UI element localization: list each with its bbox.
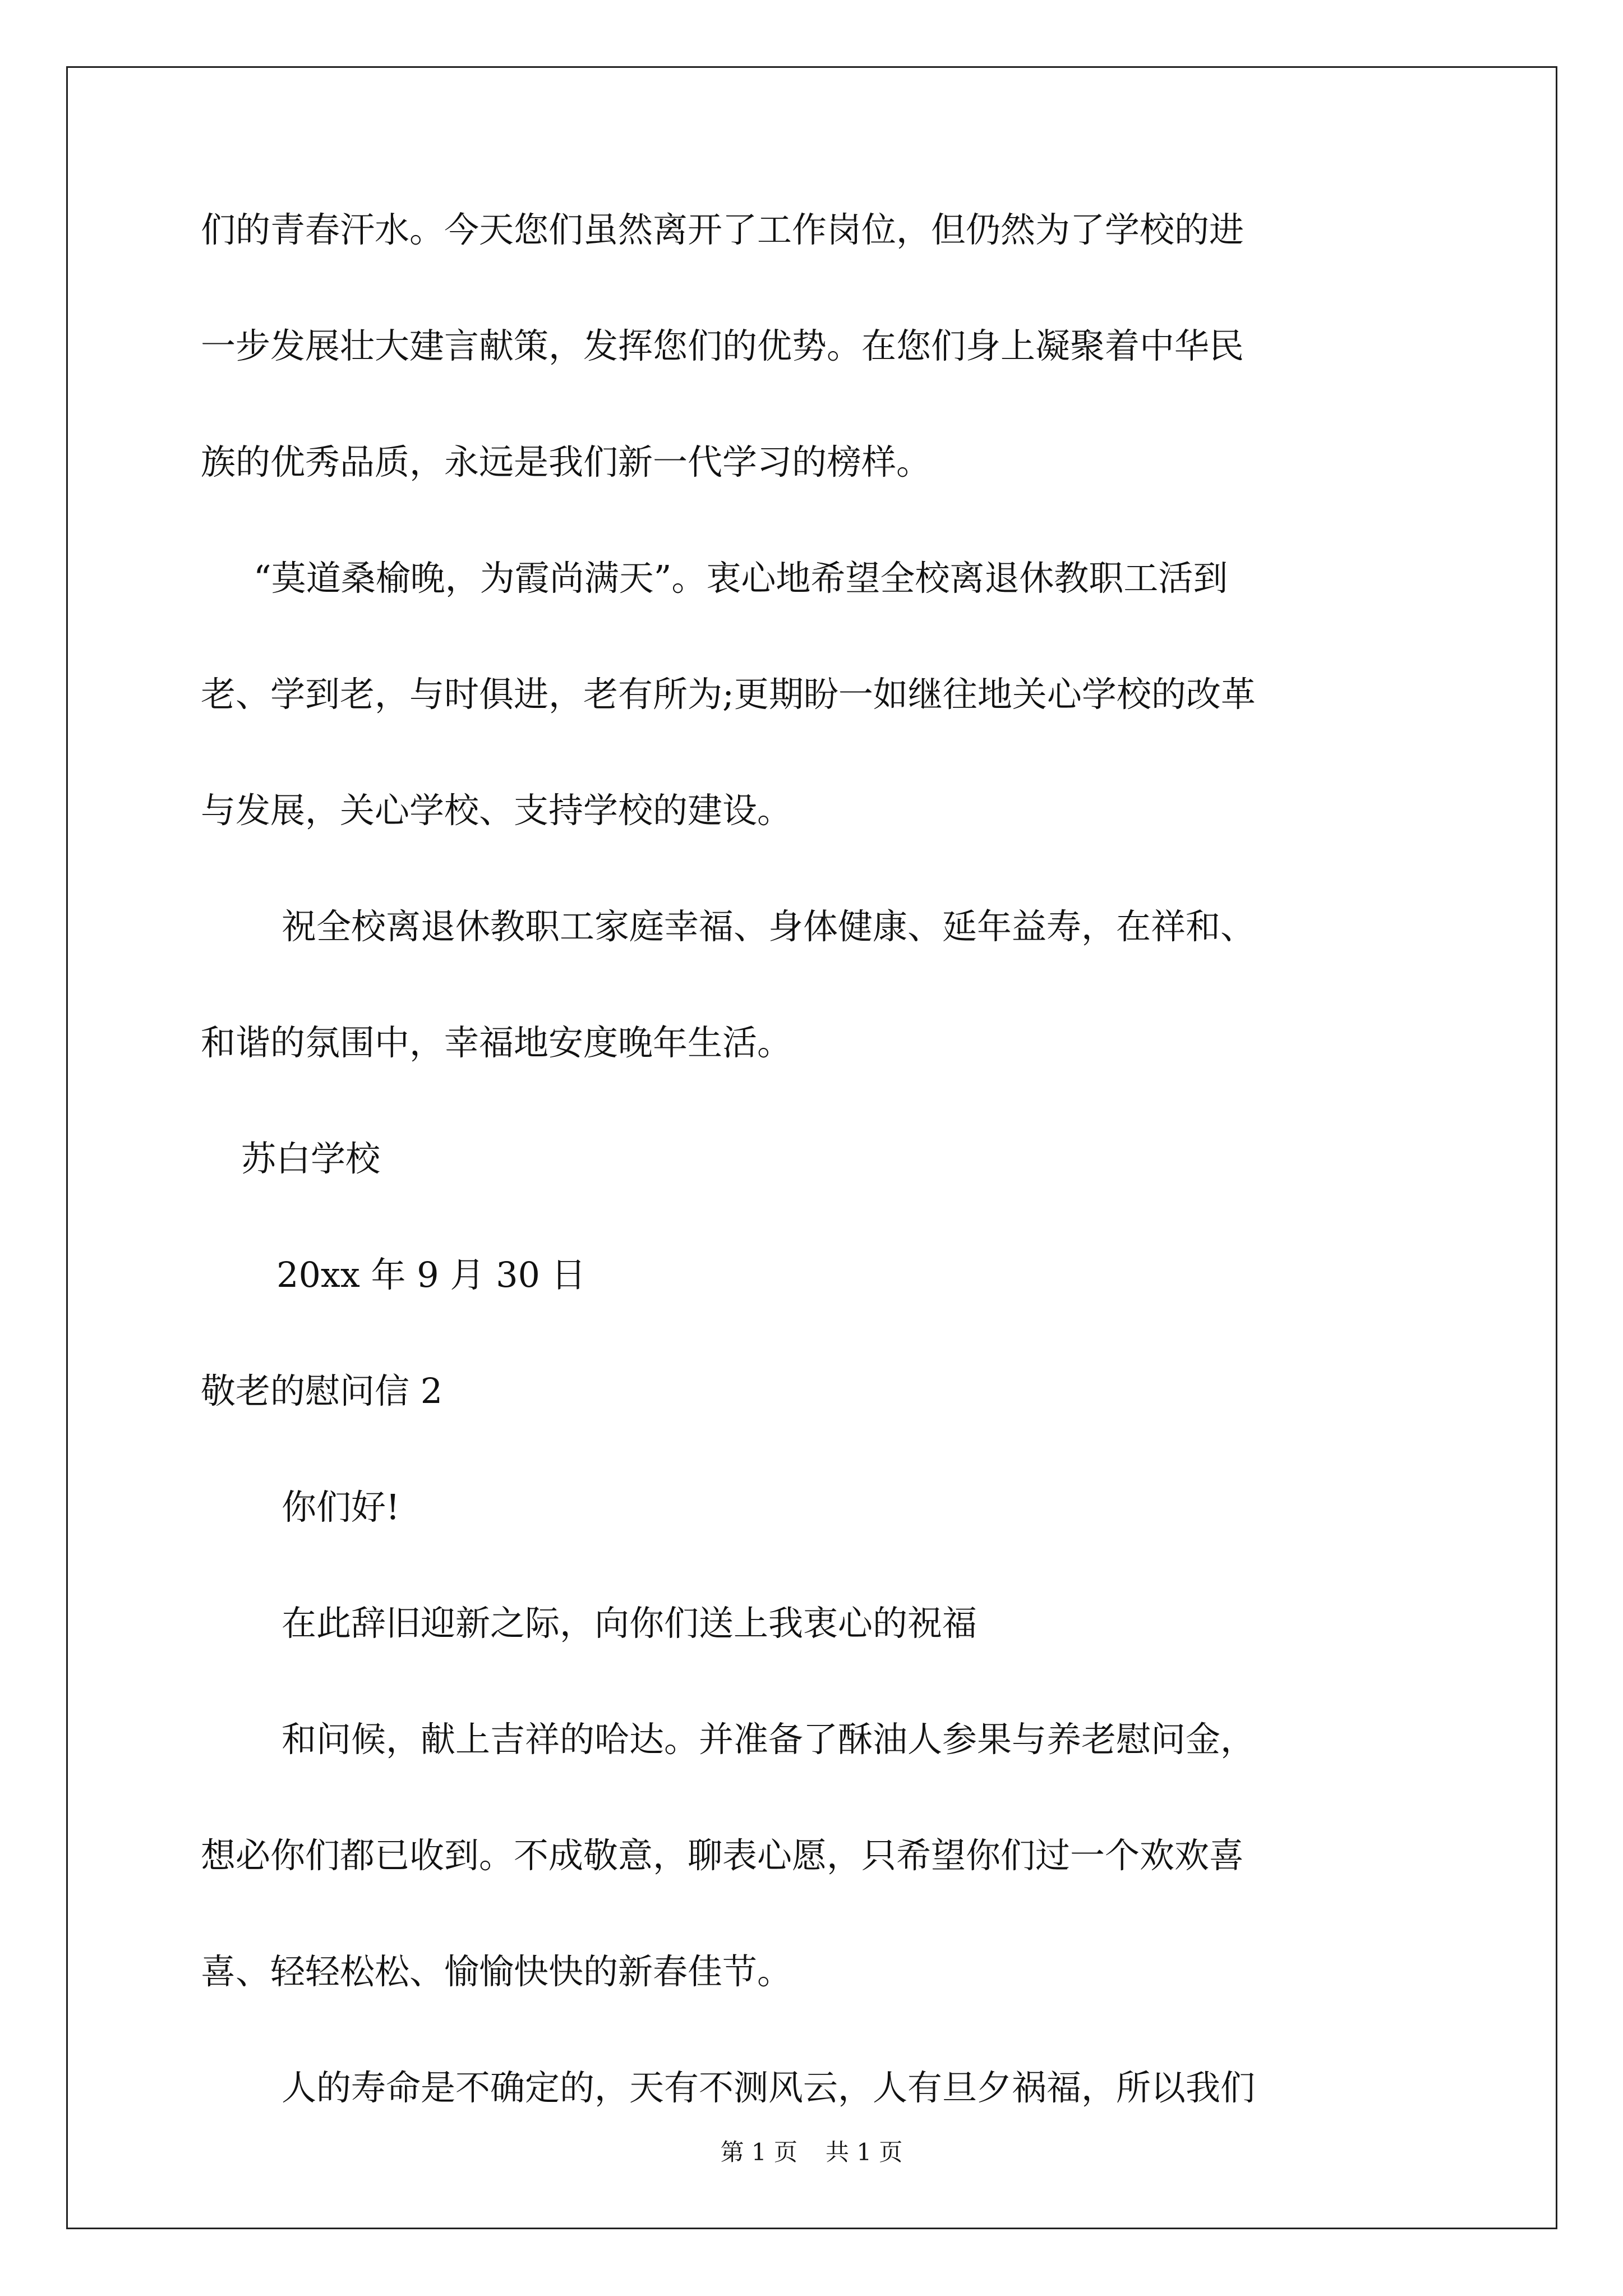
text-line: 与发展，关心学校、支持学校的建设。 (201, 790, 792, 831)
text-line: “莫道桑榆晚，为霞尚满天”。衷心地希望全校离退休教职工活到 (253, 558, 1228, 599)
text-line: 祝全校离退休教职工家庭幸福、身体健康、延年益寿，在祥和、 (282, 906, 1256, 947)
text-line: 和问候，献上吉祥的哈达。并准备了酥油人参果与养老慰问金， (282, 1719, 1256, 1760)
text-line: 喜、轻轻松松、愉愉快快的新春佳节。 (201, 1951, 792, 1992)
page-footer (0, 2138, 1623, 2166)
text-line: 想必你们都已收到。不成敬意，聊表心愿，只希望你们过一个欢欢喜 (201, 1835, 1244, 1876)
text-line: 一步发展壮大建言献策，发挥您们的优势。在您们身上凝聚着中华民 (201, 325, 1244, 366)
text-line: 和谐的氛围中，幸福地安度晚年生活。 (201, 1022, 792, 1063)
signature-school: 苏白学校 (241, 1138, 381, 1179)
text-line: 族的优秀品质，永远是我们新一代学习的榜样。 (201, 441, 932, 482)
section-title: 敬老的慰问信 2 (201, 1370, 443, 1411)
page-total: 共 1 页 (826, 2138, 903, 2166)
page-number: 第 1 页 (720, 2138, 797, 2166)
text-line: 在此辞旧迎新之际，向你们送上我衷心的祝福 (282, 1603, 978, 1644)
text-line: 老、学到老，与时俱进，老有所为;更期盼一如继往地关心学校的改革 (201, 674, 1256, 715)
text-line: 人的寿命是不确定的，天有不测风云，人有旦夕祸福，所以我们 (282, 2067, 1256, 2108)
text-line: 们的青春汗水。今天您们虽然离开了工作岗位，但仍然为了学校的进 (201, 209, 1244, 250)
greeting: 你们好! (282, 1487, 400, 1527)
signature-date: 20xx 年 9 月 30 日 (276, 1254, 586, 1295)
